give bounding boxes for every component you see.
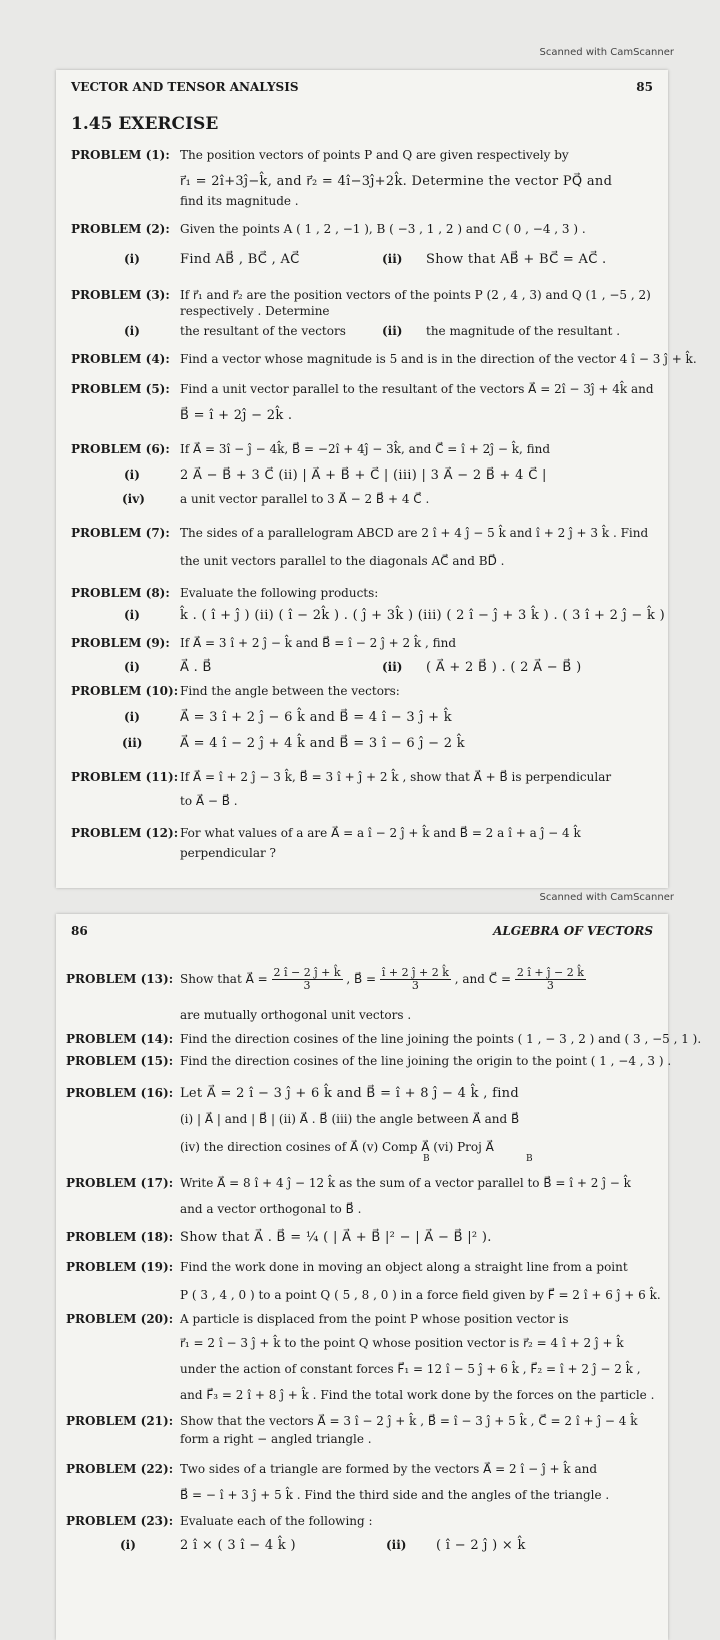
problem-3-part-label: (ii) bbox=[382, 324, 403, 338]
problem-8-label: PROBLEM (8): bbox=[71, 586, 170, 600]
problem-18-text: Show that A⃗ . B⃗ = ¼ ( | A⃗ + B⃗ |² − | A⃗ − B⃗ |² ). bbox=[180, 1230, 492, 1245]
problem-1-text: find its magnitude . bbox=[180, 194, 299, 208]
running-header bbox=[71, 924, 653, 938]
problem-5-text: Find a unit vector parallel to the resultant of the vectors A⃗ = 2î − 3ĵ + 4k̂ and bbox=[180, 382, 654, 396]
problem-4-label: PROBLEM (4): bbox=[71, 352, 170, 366]
problem-2-part-text: Find AB⃗ , BC⃗ , AC⃗ bbox=[180, 252, 300, 267]
fraction-c bbox=[515, 967, 586, 992]
problem-12-text: For what values of a are A⃗ = a î − 2 ĵ + k̂ and B⃗ = 2 a î + a ĵ − 4 k̂ bbox=[180, 826, 581, 840]
problem-19-text: P ( 3 , 4 , 0 ) to a point Q ( 5 , 8 , 0 ) in a force field given by F⃗ = 2 î + 6 ĵ + 6 k̂. bbox=[180, 1288, 661, 1302]
fraction-c-denominator: 3 bbox=[546, 979, 554, 992]
problem-10-part-text: A⃗ = 3 î + 2 ĵ − 6 k̂ and B⃗ = 4 î − 3 ĵ + k̂ bbox=[180, 710, 452, 725]
problem-13-text-c: , and C⃗ = bbox=[454, 972, 512, 986]
scanner-watermark-top: Scanned with CamScanner bbox=[539, 47, 674, 58]
problem-7-text: The sides of a parallelogram ABCD are 2 î + 4 ĵ − 5 k̂ and î + 2 ĵ + 3 k̂ . Find bbox=[180, 526, 649, 540]
problem-14-label: PROBLEM (14): bbox=[66, 1032, 174, 1046]
book-page-86 bbox=[56, 914, 702, 1640]
fraction-b bbox=[380, 967, 451, 992]
problem-20-text: A particle is displaced from the point P whose position vector is bbox=[180, 1312, 569, 1326]
fraction-a-denominator: 3 bbox=[303, 979, 311, 992]
problem-9-part-text: ( A⃗ + 2 B⃗ ) . ( 2 A⃗ − B⃗ ) bbox=[426, 660, 582, 675]
problem-23-part-text: 2 î × ( 3 î − 4 k̂ ) bbox=[180, 1538, 296, 1553]
problem-16-parts: (iv) the direction cosines of A⃗ (v) Comp A⃗ (vi) Proj A⃗ bbox=[180, 1140, 494, 1154]
problem-9-part-text: A⃗ . B⃗ bbox=[180, 660, 212, 675]
problem-2-part-text: Show that AB⃗ + BC⃗ = AC⃗ . bbox=[426, 252, 607, 267]
problem-3-text: respectively . Determine bbox=[180, 304, 330, 318]
problem-17-text: Write A⃗ = 8 î + 4 ĵ − 12 k̂ as the sum of a vector parallel to B⃗ = î + 2 ĵ − k̂ bbox=[180, 1176, 631, 1190]
problem-5-label: PROBLEM (5): bbox=[71, 382, 170, 396]
problem-11-text: to A⃗ − B⃗ . bbox=[180, 794, 238, 808]
fraction-b-denominator: 3 bbox=[411, 979, 419, 992]
problem-15-text: Find the direction cosines of the line joining the origin to the point ( 1 , −4 , 3 ) . bbox=[180, 1054, 672, 1068]
problem-22-text: B⃗ = − î + 3 ĵ + 5 k̂ . Find the third side and the angles of the triangle . bbox=[180, 1488, 610, 1502]
page-number: 86 bbox=[71, 924, 88, 938]
problem-7-text: the unit vectors parallel to the diagonals AC⃗ and BD⃗ . bbox=[180, 554, 505, 568]
running-header bbox=[71, 80, 653, 94]
problem-1-label: PROBLEM (1): bbox=[71, 148, 170, 162]
book-page-85 bbox=[56, 70, 697, 888]
problem-6-part-label: (i) bbox=[124, 468, 140, 482]
problem-3-text: If r⃗₁ and r⃗₂ are the position vectors of the points P (2 , 4 , 3) and Q (1 , −5 , 2) bbox=[180, 288, 651, 302]
problem-22-label: PROBLEM (22): bbox=[66, 1462, 174, 1476]
problem-6-part-label: (iv) bbox=[122, 492, 145, 506]
problem-13-text: are mutually orthogonal unit vectors . bbox=[180, 1008, 412, 1022]
problem-6-part-text: a unit vector parallel to 3 A⃗ − 2 B⃗ + 4 C⃗ . bbox=[180, 492, 430, 506]
problem-3-part-label: (i) bbox=[124, 324, 140, 338]
problem-12-text: perpendicular ? bbox=[180, 846, 276, 860]
problem-19-text: Find the work done in moving an object along a straight line from a point bbox=[180, 1260, 628, 1274]
problem-5-text: B⃗ = î + 2ĵ − 2k̂ . bbox=[180, 408, 293, 423]
problem-12-label: PROBLEM (12): bbox=[71, 826, 179, 840]
problem-16-parts: (i) | A⃗ | and | B⃗ | (ii) A⃗ . B⃗ (iii) the angle between A⃗ and B⃗ bbox=[180, 1112, 520, 1126]
problem-23-label: PROBLEM (23): bbox=[66, 1514, 174, 1528]
problem-8-part-text: k̂ . ( î + ĵ ) (ii) ( î − 2k̂ ) . ( ĵ + 3k̂ ) (iii) ( 2 î − ĵ + 3 k̂ ) . ( 3 î + 2 ĵ − k̂ ) bbox=[180, 608, 666, 623]
problem-11-label: PROBLEM (11): bbox=[71, 770, 179, 784]
problem-23-text: Evaluate each of the following : bbox=[180, 1514, 373, 1528]
section-title: 1.45 EXERCISE bbox=[71, 114, 219, 134]
problem-23-part-label: (i) bbox=[120, 1538, 136, 1552]
problem-11-text: If A⃗ = î + 2 ĵ − 3 k̂, B⃗ = 3 î + ĵ + 2 k̂ , show that A⃗ + B⃗ is perpendicular bbox=[180, 770, 612, 784]
problem-16-label: PROBLEM (16): bbox=[66, 1086, 174, 1100]
page-number: 85 bbox=[636, 80, 653, 94]
problem-20-label: PROBLEM (20): bbox=[66, 1312, 174, 1326]
problem-14-text: Find the direction cosines of the line joining the points ( 1 , − 3 , 2 ) and ( 3 , −5 , 1 ). bbox=[180, 1032, 702, 1046]
problem-3-part-text: the magnitude of the resultant . bbox=[426, 324, 621, 338]
header-title: ALGEBRA OF VECTORS bbox=[493, 924, 653, 938]
problem-1-text: The position vectors of points P and Q are given respectively by bbox=[180, 148, 569, 162]
scanner-watermark-middle: Scanned with CamScanner bbox=[539, 892, 674, 903]
problem-21-text: form a right − angled triangle . bbox=[180, 1432, 372, 1446]
problem-15-label: PROBLEM (15): bbox=[66, 1054, 174, 1068]
problem-21-text: Show that the vectors A⃗ = 3 î − 2 ĵ + k̂ , B⃗ = î − 3 ĵ + 5 k̂ , C⃗ = 2 î + ĵ − 4 k̂ bbox=[180, 1414, 638, 1428]
problem-3-label: PROBLEM (3): bbox=[71, 288, 170, 302]
problem-6-text: If A⃗ = 3î − ĵ − 4k̂, B⃗ = −2î + 4ĵ − 3k̂, and C⃗ = î + 2ĵ − k̂, find bbox=[180, 442, 551, 456]
problem-1-text: r⃗₁ = 2î+3ĵ−k̂, and r⃗₂ = 4î−3ĵ+2k̂. Determine the vector PQ⃗ and bbox=[180, 174, 613, 189]
problem-17-label: PROBLEM (17): bbox=[66, 1176, 174, 1190]
problem-20-text: under the action of constant forces F⃗₁ = 12 î − 5 ĵ + 6 k̂ , F⃗₂ = î + 2 ĵ − 2 k̂ , bbox=[180, 1362, 641, 1376]
problem-10-part-label: (ii) bbox=[122, 736, 143, 750]
problem-4-text: Find a vector whose magnitude is 5 and is in the direction of the vector 4 î − 3 ĵ + k̂. bbox=[180, 352, 697, 366]
problem-19-label: PROBLEM (19): bbox=[66, 1260, 174, 1274]
problem-8-text: Evaluate the following products: bbox=[180, 586, 379, 600]
problem-16-text: Let A⃗ = 2 î − 3 ĵ + 6 k̂ and B⃗ = î + 8 ĵ − 4 k̂ , find bbox=[180, 1086, 519, 1101]
problem-20-text: and F⃗₃ = 2 î + 8 ĵ + k̂ . Find the total work done by the forces on the particle . bbox=[180, 1388, 655, 1402]
problem-2-label: PROBLEM (2): bbox=[71, 222, 170, 236]
subscript-b: B bbox=[423, 1154, 430, 1164]
problem-3-part-text: the resultant of the vectors bbox=[180, 324, 346, 338]
fraction-a-numerator: 2 î − 2 ĵ + k̂ bbox=[273, 966, 341, 979]
problem-9-part-label: (ii) bbox=[382, 660, 403, 674]
problem-10-label: PROBLEM (10): bbox=[71, 684, 179, 698]
problem-13-text-b: , B⃗ = bbox=[346, 972, 377, 986]
problem-9-part-label: (i) bbox=[124, 660, 140, 674]
problem-13-text-a: Show that A⃗ = bbox=[180, 972, 268, 986]
subscript-b: B bbox=[526, 1154, 533, 1164]
problem-8-part-label: (i) bbox=[124, 608, 140, 622]
problem-23-part-text: ( î − 2 ĵ ) × k̂ bbox=[436, 1538, 526, 1553]
fraction-a bbox=[272, 967, 343, 992]
fraction-b-numerator: î + 2 ĵ + 2 k̂ bbox=[381, 966, 449, 979]
problem-21-label: PROBLEM (21): bbox=[66, 1414, 174, 1428]
fraction-c-numerator: 2 î + ĵ − 2 k̂ bbox=[516, 966, 584, 979]
problem-23-part-label: (ii) bbox=[386, 1538, 407, 1552]
problem-18-label: PROBLEM (18): bbox=[66, 1230, 174, 1244]
problem-2-part-label: (i) bbox=[124, 252, 140, 266]
problem-20-text: r⃗₁ = 2 î − 3 ĵ + k̂ to the point Q whose position vector is r⃗₂ = 4 î + 2 ĵ + k̂ bbox=[180, 1336, 624, 1350]
problem-6-label: PROBLEM (6): bbox=[71, 442, 170, 456]
problem-7-label: PROBLEM (7): bbox=[71, 526, 170, 540]
problem-17-text: and a vector orthogonal to B⃗ . bbox=[180, 1202, 362, 1216]
problem-10-part-text: A⃗ = 4 î − 2 ĵ + 4 k̂ and B⃗ = 3 î − 6 ĵ − 2 k̂ bbox=[180, 736, 465, 751]
problem-2-part-label: (ii) bbox=[382, 252, 403, 266]
problem-6-part-text: 2 A⃗ − B⃗ + 3 C⃗ (ii) | A⃗ + B⃗ + C⃗ | (iii) | 3 A⃗ − 2 B⃗ + 4 C⃗ | bbox=[180, 468, 547, 483]
problem-9-label: PROBLEM (9): bbox=[71, 636, 170, 650]
problem-9-text: If A⃗ = 3 î + 2 ĵ − k̂ and B⃗ = î − 2 ĵ + 2 k̂ , find bbox=[180, 636, 457, 650]
problem-22-text: Two sides of a triangle are formed by the vectors A⃗ = 2 î − ĵ + k̂ and bbox=[180, 1462, 598, 1476]
header-title: VECTOR AND TENSOR ANALYSIS bbox=[71, 80, 299, 94]
problem-13-label: PROBLEM (13): bbox=[66, 972, 174, 986]
problem-10-part-label: (i) bbox=[124, 710, 140, 724]
problem-10-text: Find the angle between the vectors: bbox=[180, 684, 400, 698]
problem-13-text bbox=[180, 962, 586, 996]
problem-2-text: Given the points A ( 1 , 2 , −1 ), B ( −3 , 1 , 2 ) and C ( 0 , −4 , 3 ) . bbox=[180, 222, 586, 236]
